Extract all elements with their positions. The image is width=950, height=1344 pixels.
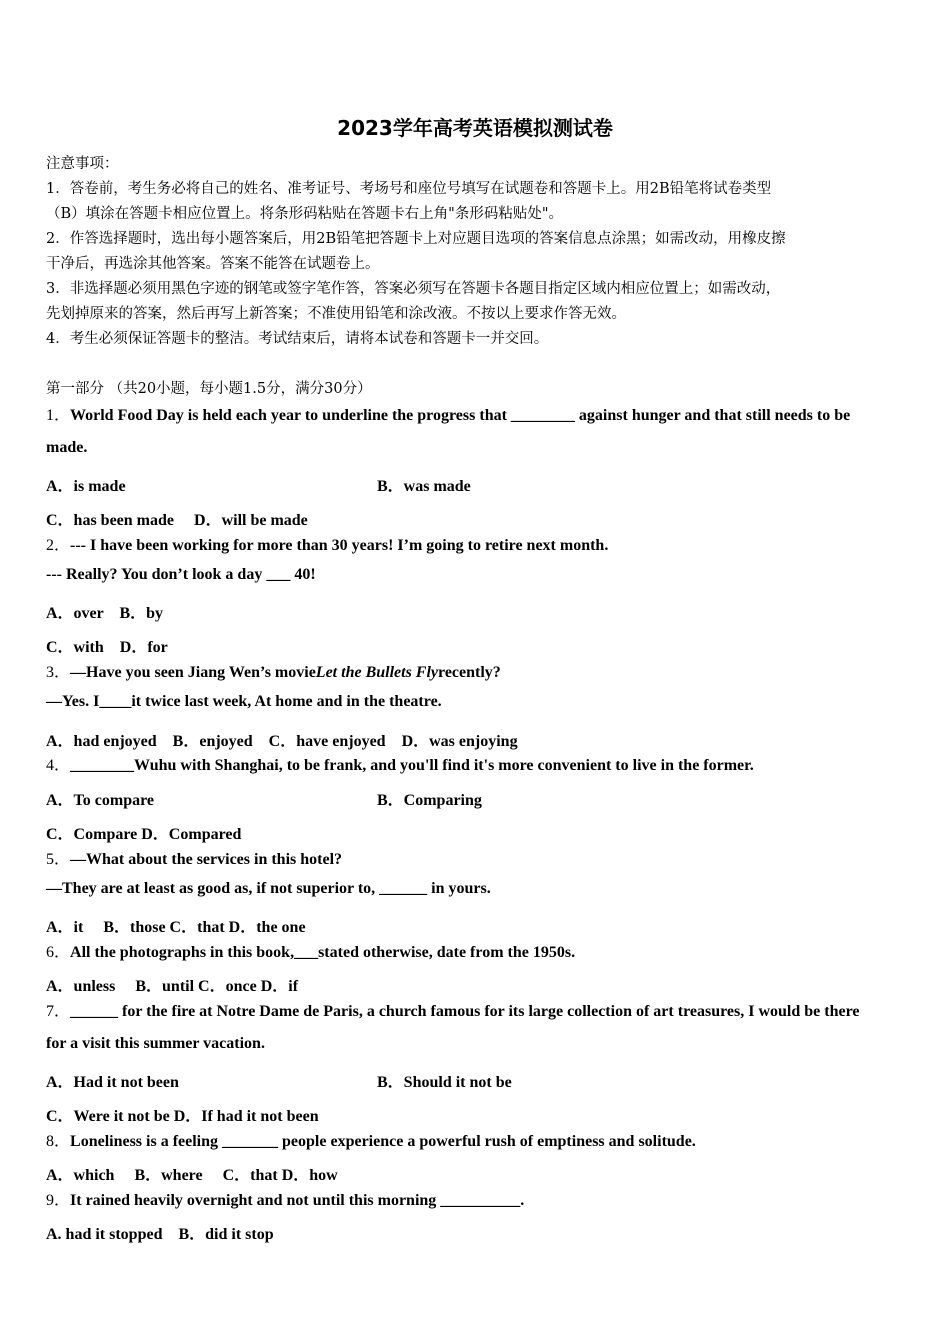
question-number: 3． <box>46 664 71 681</box>
notice-line-6: 先划掉原来的答案，然后再写上新答案；不准使用铅笔和涂改液。不按以上要求作答无效。 <box>46 306 626 322</box>
section-heading: 第一部分 （共20小题，每小题1.5分，满分30分） <box>46 381 372 397</box>
notice-line-4: 干净后，再选涂其他答案。答案不能答在试题卷上。 <box>46 256 380 272</box>
notice-line-1: 1．答卷前，考生务必将自己的姓名、准考证号、考场号和座位号填写在试题卷和答题卡上。用2B铅笔将试卷类型 <box>46 181 772 197</box>
question-2-cont: --- Really? You don’t look a day ___ 40! <box>46 566 316 583</box>
question-5 <box>46 846 342 869</box>
question-number: 1． <box>46 407 71 424</box>
options-c-d: C．has been made D．will be made <box>46 512 308 529</box>
option-b: B．was made <box>377 478 471 495</box>
question-6 <box>46 939 575 962</box>
options-a-b: A．over B．by <box>46 605 164 622</box>
question-number: 6． <box>46 944 71 961</box>
question-1-cont: made. <box>46 439 88 456</box>
options-c-d: C．Compare D．Compared <box>46 826 242 843</box>
option-a: A．Had it not been <box>46 1074 179 1091</box>
question-number: 9． <box>46 1192 71 1209</box>
options: A. had it stopped B．did it stop <box>46 1226 274 1243</box>
option-b: B．Should it not be <box>377 1074 512 1091</box>
notice-line-2: （B）填涂在答题卡相应位置上。将条形码粘贴在答题卡右上角"条形码粘贴处"。 <box>46 206 563 222</box>
question-text: It rained heavily overnight and not until this morning __________. <box>70 1192 525 1209</box>
question-text-end: recently? <box>438 664 501 681</box>
movie-title: Let the Bullets Fly <box>315 664 439 681</box>
option-a: A．is made <box>46 478 126 495</box>
notice-line-5: 3．非选择题必须用黑色字迹的钢笔或签字笔作答，答案必须写在答题卡各题目指定区域内相应位置上；如需改动， <box>46 281 781 297</box>
question-8 <box>46 1128 696 1151</box>
question-3 <box>46 659 501 682</box>
option-b: B．Comparing <box>377 792 482 809</box>
option-a: A．To compare <box>46 792 155 809</box>
question-number: 8． <box>46 1133 71 1150</box>
question-4 <box>46 752 754 775</box>
question-1 <box>46 402 850 425</box>
options: A．it B．those C．that D．the one <box>46 919 306 936</box>
options: A．which B．where C．that D．how <box>46 1167 338 1184</box>
question-text: ________Wuhu with Shanghai, to be frank, and you'll find it's more convenient to live in the former. <box>70 757 754 774</box>
question-text: ______ for the fire at Notre Dame de Paris, a church famous for its large collection of art treasures, I would be there <box>70 1003 860 1020</box>
notice-line-7: 4．考生必须保证答题卡的整洁。考试结束后，请将本试卷和答题卡一并交回。 <box>46 331 549 347</box>
question-number: 5． <box>46 851 71 868</box>
question-5-cont: —They are at least as good as, if not superior to, ______ in yours. <box>46 880 491 897</box>
notice-line-3: 2．作答选择题时，选出每小题答案后，用2B铅笔把答题卡上对应题目选项的答案信息点涂黑；如需改动，用橡皮擦 <box>46 231 786 247</box>
question-9 <box>46 1187 524 1210</box>
options-c-d: C．with D．for <box>46 639 168 656</box>
page-title: 2023学年高考英语模拟测试卷 <box>337 116 613 140</box>
question-text: —Have you seen Jiang Wen’s movie <box>70 664 316 681</box>
question-text: World Food Day is held each year to underline the progress that ________ against hunger and that still needs to be <box>70 407 851 424</box>
question-7-cont: for a visit this summer vacation. <box>46 1035 265 1052</box>
options-c-d: C．Were it not be D．If had it not been <box>46 1108 319 1125</box>
options: A．had enjoyed B．enjoyed C．have enjoyed D．was enjoying <box>46 733 518 750</box>
notice-heading: 注意事项： <box>46 156 119 172</box>
question-text: —What about the services in this hotel? <box>70 851 343 868</box>
question-text: All the photographs in this book,___stated otherwise, date from the 1950s. <box>70 944 576 961</box>
question-7 <box>46 998 860 1021</box>
options: A．unless B．until C．once D．if <box>46 978 299 995</box>
question-text: --- I have been working for more than 30 years! I’m going to retire next month. <box>70 537 609 554</box>
question-text: Loneliness is a feeling _______ people experience a powerful rush of emptiness and solitude. <box>70 1133 696 1150</box>
question-number: 7． <box>46 1003 71 1020</box>
question-number: 2． <box>46 537 71 554</box>
question-2 <box>46 532 608 555</box>
question-3-cont: —Yes. I____it twice last week, At home and in the theatre. <box>46 693 442 710</box>
question-number: 4． <box>46 757 71 774</box>
